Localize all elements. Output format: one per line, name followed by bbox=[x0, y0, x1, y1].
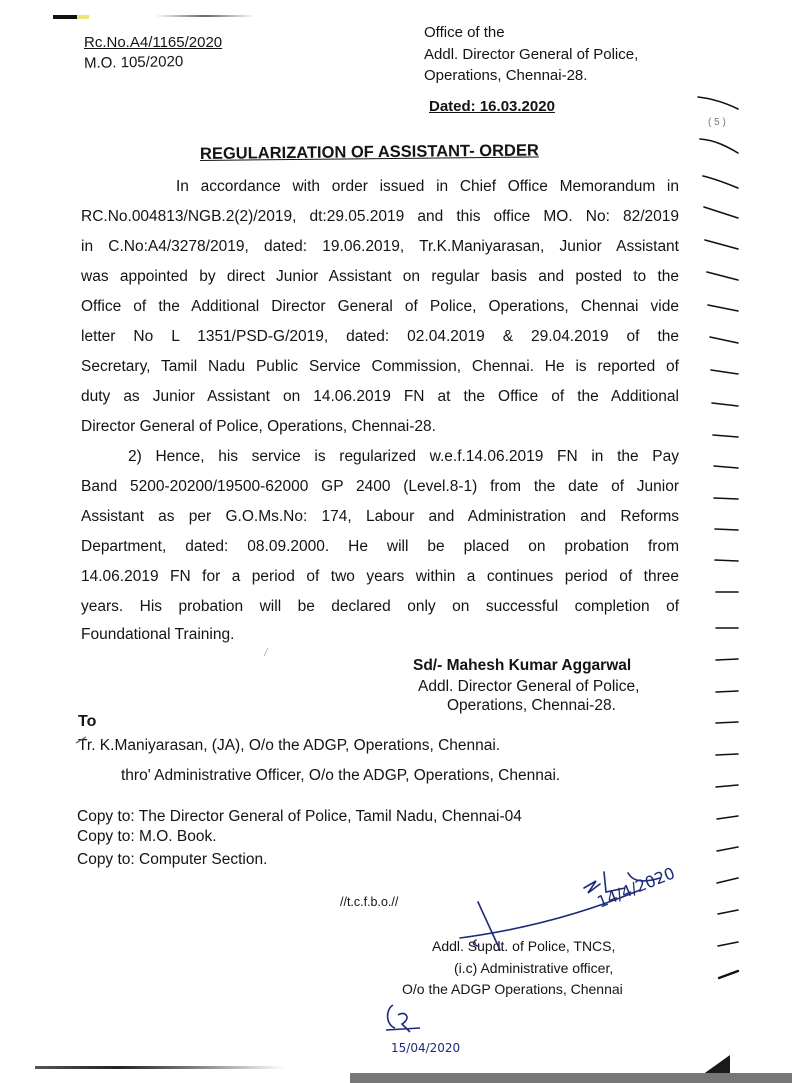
copy-to-line: Copy to: Computer Section. bbox=[77, 851, 268, 868]
paragraph-line: RC.No.004813/NGB.2(2)/2019, dt:29.05.2019 and this office MO. No: 82/2019 bbox=[81, 208, 679, 225]
tally-mark bbox=[719, 971, 738, 978]
page-marker: ( 5 ) bbox=[708, 117, 726, 128]
pencil-tick bbox=[264, 648, 268, 656]
tally-mark bbox=[716, 754, 738, 755]
paragraph-line: was appointed by direct Junior Assistant on regular basis and posted to the bbox=[81, 268, 679, 285]
paragraph-line: Secretary, Tamil Nadu Public Service Commission, Chennai. He is reported of bbox=[81, 358, 679, 375]
document-date: Dated: 16.03.2020 bbox=[429, 98, 555, 115]
document-title: REGULARIZATION OF ASSISTANT- ORDER bbox=[199, 141, 539, 163]
paragraph-line: Director General of Police, Operations, Chennai-28. bbox=[81, 418, 436, 435]
tally-mark bbox=[708, 305, 738, 311]
handwritten-date-2: 15/04/2020 bbox=[391, 1041, 461, 1055]
tally-mark bbox=[717, 878, 738, 883]
attestation-line-1: Addl. Supdt. of Police, TNCS, bbox=[432, 938, 616, 954]
office-line-1: Office of the bbox=[424, 24, 505, 41]
paragraph-line: letter No L 1351/PSD-G/2019, dated: 02.04.2019 & 29.04.2019 of the bbox=[81, 328, 679, 345]
tally-mark bbox=[707, 272, 738, 280]
paragraph-line: 14.06.2019 FN for a period of two years within a continues period of three bbox=[81, 568, 679, 585]
tally-mark bbox=[712, 403, 738, 406]
tally-mark bbox=[716, 722, 738, 723]
attestation-line-3: O/o the ADGP Operations, Chennai bbox=[402, 981, 623, 997]
paragraph-line: duty as Junior Assistant on 14.06.2019 FN at the Office of the Additional bbox=[81, 388, 679, 405]
scan-bottom-edge bbox=[350, 1073, 792, 1083]
tally-mark bbox=[717, 847, 738, 851]
office-line-2: Addl. Director General of Police, bbox=[424, 46, 639, 63]
scan-mark-highlight bbox=[77, 15, 89, 19]
paragraph-line: Assistant as per G.O.Ms.No: 174, Labour and Administration and Reforms bbox=[81, 508, 679, 525]
tally-mark bbox=[703, 176, 738, 188]
tally-mark bbox=[713, 435, 738, 437]
copy-to-line: Copy to: M.O. Book. bbox=[77, 828, 217, 845]
tally-mark bbox=[714, 466, 738, 468]
office-line-3: Operations, Chennai-28. bbox=[424, 67, 588, 84]
paragraph-line: Department, dated: 08.09.2000. He will be placed on probation from bbox=[81, 538, 679, 555]
reference-number: Rc.No.A4/1165/2020 bbox=[84, 34, 223, 51]
handwritten-date-1: 14/4/2020 bbox=[594, 863, 678, 912]
paragraph-line: In accordance with order issued in Chief Office Memorandum in bbox=[176, 178, 679, 195]
paragraph-line: Band 5200-20200/19500-62000 GP 2400 (Level.8-1) from the date of Junior bbox=[81, 478, 679, 495]
margin-tally-marks bbox=[690, 80, 792, 1070]
tally-mark bbox=[705, 240, 738, 249]
tally-mark bbox=[716, 691, 738, 692]
scan-mark-line bbox=[155, 15, 255, 17]
signatory-name: Sd/- Mahesh Kumar Aggarwal bbox=[413, 657, 632, 674]
scan-corner-artifact bbox=[702, 1055, 730, 1075]
signatory-designation-1: Addl. Director General of Police, bbox=[418, 678, 640, 695]
paragraph-line: in C.No:A4/3278/2019, dated: 19.06.2019, Tr.K.Maniyarasan, Junior Assistant bbox=[81, 238, 679, 255]
tally-mark bbox=[700, 139, 738, 153]
true-copy-mark: //t.c.f.b.o.// bbox=[340, 895, 399, 909]
tally-mark bbox=[698, 97, 738, 109]
tally-mark bbox=[716, 785, 738, 787]
tally-mark bbox=[717, 816, 738, 819]
tally-mark bbox=[714, 498, 738, 499]
initials-scribble bbox=[386, 1005, 420, 1032]
tally-mark bbox=[718, 910, 738, 914]
to-label: To bbox=[78, 713, 97, 730]
paragraph-line: Office of the Additional Director General of Police, Operations, Chennai vide bbox=[81, 298, 679, 315]
tally-mark bbox=[715, 560, 738, 561]
tally-mark bbox=[711, 370, 738, 374]
recipient: Tr. K.Maniyarasan, (JA), O/o the ADGP, Operations, Chennai. bbox=[78, 737, 501, 754]
copy-to-line: Copy to: The Director General of Police, Tamil Nadu, Chennai-04 bbox=[77, 808, 522, 825]
tally-mark bbox=[715, 529, 738, 530]
recipient-through: thro' Administrative Officer, O/o the ADGP, Operations, Chennai. bbox=[121, 767, 561, 784]
tally-mark bbox=[716, 659, 738, 660]
mo-number: M.O. 105/2020 bbox=[83, 53, 184, 72]
signatory-designation-2: Operations, Chennai-28. bbox=[447, 697, 616, 714]
tally-mark bbox=[704, 207, 738, 218]
paragraph-line: Foundational Training. bbox=[81, 626, 235, 643]
scan-edge-shadow bbox=[35, 1066, 285, 1069]
scan-mark bbox=[53, 15, 77, 19]
attestation-line-2: (i.c) Administrative officer, bbox=[454, 960, 614, 976]
paragraph-line: years. His probation will be declared only on successful completion of bbox=[81, 598, 679, 615]
tally-mark bbox=[718, 942, 738, 946]
tally-mark bbox=[710, 337, 738, 343]
paragraph-line: 2) Hence, his service is regularized w.e.f.14.06.2019 FN in the Pay bbox=[128, 448, 679, 465]
